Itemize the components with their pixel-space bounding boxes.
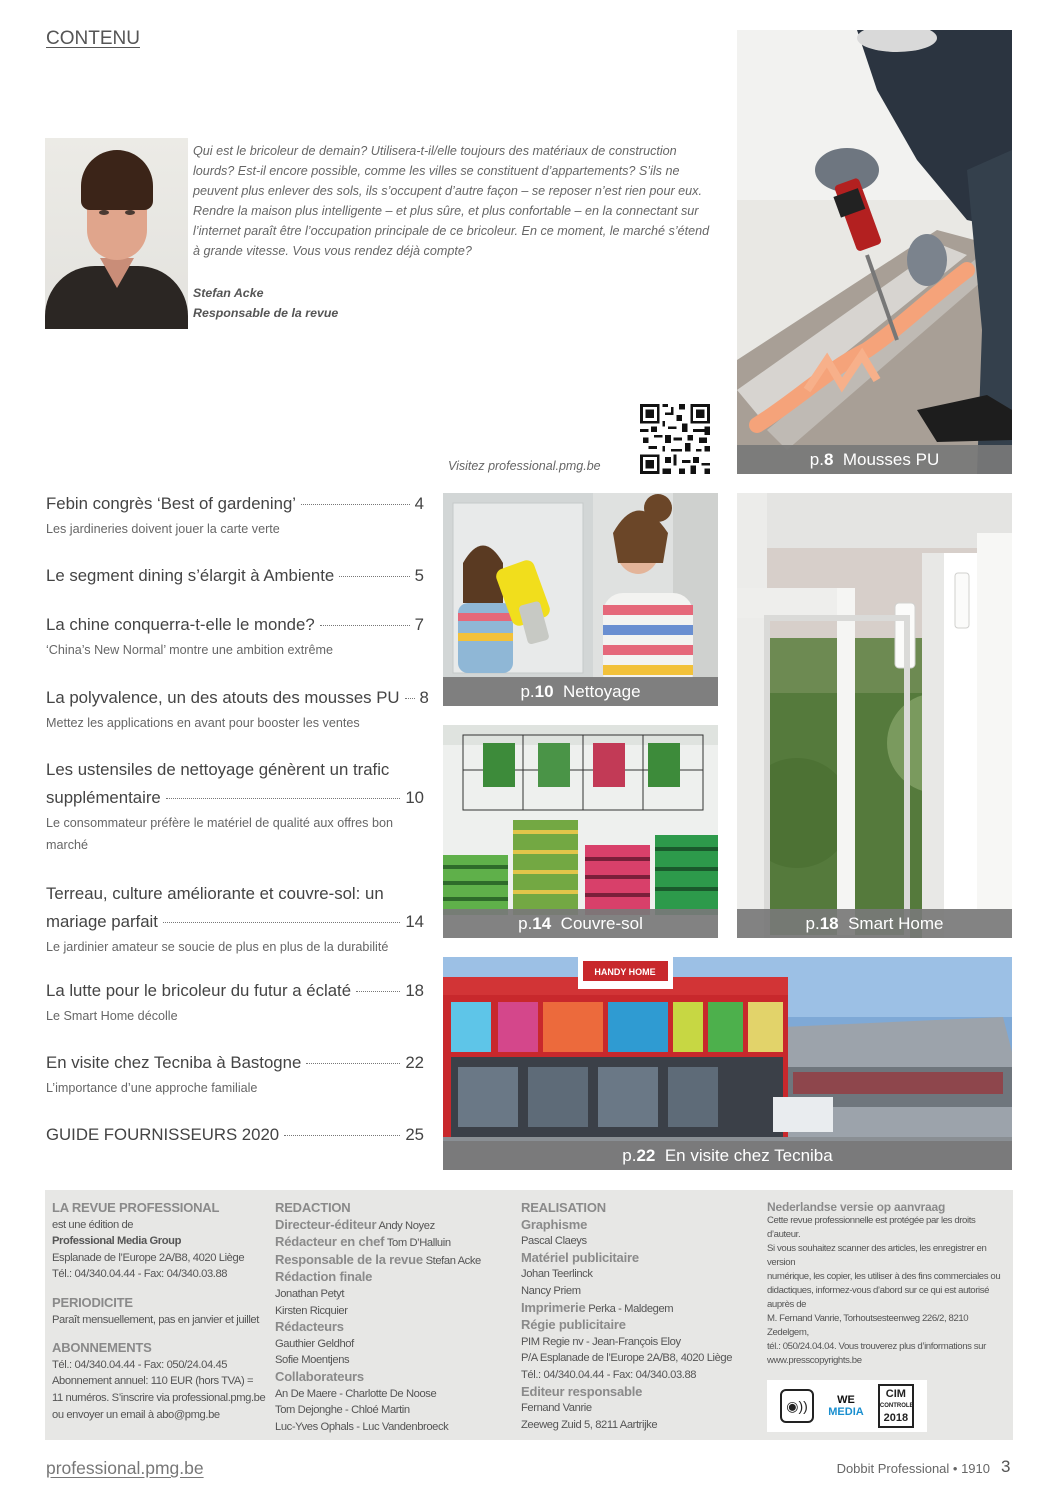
caption-page: 18 <box>819 914 839 933</box>
caption-prefix: p. <box>518 914 533 933</box>
toc-title: Le segment dining s’élargit à Ambiente <box>46 566 335 585</box>
colophon-person: Sofie Moentjens <box>275 1354 350 1367</box>
colophon-col-realisation <box>521 1200 761 1433</box>
caption-p10 <box>443 677 718 706</box>
colophon-role: Directeur-éditeur <box>275 1216 377 1232</box>
colophon-person: An De Maere - Charlotte De Noose <box>275 1387 437 1400</box>
toc-entry[interactable] <box>46 755 424 856</box>
colophon-line: Abonnement annuel: 110 EUR (hors TVA) = <box>52 1375 254 1388</box>
cim-logo-text: CIM <box>885 1388 906 1400</box>
toc-subtitle: Le Smart Home décolle <box>46 1009 178 1023</box>
caption-p14 <box>443 909 718 938</box>
colophon-role: Collaborateurs <box>275 1368 364 1384</box>
toc-subtitle: Le jardinier amateur se soucie de plus en plus de la durabilité <box>46 940 389 954</box>
caption-label: Couvre-sol <box>560 914 643 933</box>
cim-logo-text: 2018 <box>883 1412 909 1424</box>
caption-page: 10 <box>534 682 554 701</box>
toc-page: 18 <box>405 981 424 1000</box>
colophon-line: Paraît mensuellement, pas en janvier et juillet <box>52 1313 259 1326</box>
colophon-role: Imprimerie <box>521 1299 586 1315</box>
colophon-heading: ABONNEMENTS <box>52 1340 152 1356</box>
leader-dots <box>320 625 410 626</box>
toc-page: 5 <box>414 566 424 585</box>
leader-dots <box>163 922 400 923</box>
toc-subtitle: Mettez les applications en avant pour booster les ventes <box>46 716 360 730</box>
cim-logo <box>878 1384 914 1428</box>
caption-prefix: p. <box>805 914 820 933</box>
colophon <box>45 1190 1013 1440</box>
colophon-person: Kirsten Ricquier <box>275 1304 348 1317</box>
toc-title: La polyvalence, un des atouts des mousses PU <box>46 688 400 707</box>
toc-entry[interactable] <box>46 879 424 958</box>
caption-page: 8 <box>823 450 834 469</box>
leader-dots <box>405 698 415 699</box>
colophon-person: Tom Dejonghe - Chloé Martin <box>275 1404 410 1417</box>
caption-p22 <box>443 1141 1012 1170</box>
qr-caption: Visitez professional.pmg.be <box>448 459 601 473</box>
toc-title: En visite chez Tecniba à Bastogne <box>46 1053 302 1072</box>
caption-label: Nettoyage <box>563 682 641 701</box>
colophon-role: Responsable de la revue <box>275 1251 423 1267</box>
soil-bags-image <box>443 725 718 938</box>
qr-code[interactable] <box>640 404 710 474</box>
caption-prefix: p. <box>809 450 824 469</box>
colophon-person: Tom D’Halluin <box>386 1237 451 1250</box>
toc-title: La lutte pour le bricoleur du futur a éclaté <box>46 981 352 1000</box>
author-name: Stefan Acke <box>193 286 264 300</box>
we-media-logo-text: WE <box>837 1394 855 1406</box>
colophon-link[interactable]: www.presscopyrights.be <box>767 1355 862 1366</box>
colophon-line: tél.: 050/24.04.04. Vous trouverez plus d’informations sur <box>767 1341 986 1352</box>
store-front-image <box>443 957 1012 1170</box>
colophon-line: ou envoyer un email à abo@pmg.be <box>52 1408 220 1421</box>
author-role: Responsable de la revue <box>193 306 339 320</box>
caption-p18 <box>737 909 1012 938</box>
colophon-role: Rédacteurs <box>275 1319 344 1335</box>
magazine-issue: Dobbit Professional • 1910 <box>836 1461 990 1476</box>
caption-p8 <box>737 445 1012 474</box>
toc-title: Terreau, culture améliorante et couvre-sol: un <box>46 884 384 903</box>
colophon-role: Rédacteur en chef <box>275 1234 385 1250</box>
colophon-col-publisher <box>52 1200 272 1423</box>
toc-title: GUIDE FOURNISSEURS 2020 <box>46 1125 280 1144</box>
leader-dots <box>356 991 400 992</box>
colophon-line: Tél.: 04/340.04.44 - Fax: 04/340.03.88 <box>52 1268 228 1281</box>
colophon-heading: LA REVUE PROFESSIONAL <box>52 1200 220 1215</box>
toc-subtitle: L’importance d’une approche familiale <box>46 1081 258 1095</box>
colophon-person: Pascal Claeys <box>521 1235 587 1248</box>
toc-subtitle-cont: marché <box>46 838 88 852</box>
author-portrait <box>45 138 188 329</box>
colophon-person: Andy Noyez <box>378 1219 435 1232</box>
colophon-line: Esplanade de l’Europe 2A/B8, 4020 Liège <box>52 1251 245 1264</box>
colophon-role: Régie publicitaire <box>521 1317 626 1333</box>
toc-title: La chine conquerra-t-elle le monde? <box>46 615 315 634</box>
colophon-person: Fernand Vanrie <box>521 1402 592 1415</box>
toc-entry[interactable] <box>46 1121 424 1149</box>
caption-label: En visite chez Tecniba <box>664 1146 833 1165</box>
caption-label: Smart Home <box>848 914 944 933</box>
colophon-person: Johan Teerlinck <box>521 1268 593 1281</box>
colophon-person: Gauthier Geldhof <box>275 1337 354 1350</box>
foam-application-image <box>737 30 1012 474</box>
toc-subtitle: Le consommateur préfère le matériel de qualité aux offres bon <box>46 816 393 830</box>
leader-dots <box>284 1135 400 1136</box>
colophon-role: Rédaction finale <box>275 1269 373 1285</box>
toc-entry[interactable] <box>46 490 424 540</box>
cim-logo-text: CONTROLE <box>879 1403 914 1409</box>
colophon-heading: REALISATION <box>521 1200 606 1215</box>
colophon-role: Matériel publicitaire <box>521 1249 639 1265</box>
colophon-line: PIM Regie nv - Jean-François Eloy <box>521 1335 681 1348</box>
page-title: CONTENU <box>46 28 140 49</box>
colophon-heading: Nederlandse versie op aanvraag <box>767 1200 946 1214</box>
leader-dots <box>166 798 401 799</box>
colophon-person: Luc-Yves Ophals - Luc Vandenbroeck <box>275 1420 449 1433</box>
toc-entry[interactable] <box>46 684 429 734</box>
toc-page: 22 <box>405 1053 424 1072</box>
colophon-heading: REDACTION <box>275 1200 351 1215</box>
toc-title-cont: mariage parfait <box>46 912 158 931</box>
colophon-person: Nancy Priem <box>521 1284 581 1297</box>
window-sensor-image <box>737 493 1012 938</box>
caption-page: 14 <box>532 914 552 933</box>
colophon-line: didactiques, informez-vous d’abord sur ce qui est autorisé auprès de <box>767 1285 990 1310</box>
colophon-role: Graphisme <box>521 1216 588 1232</box>
colophon-heading: PERIODICITE <box>52 1294 133 1310</box>
we-media-logo-text: MEDIA <box>828 1406 864 1418</box>
store-sign: HANDY HOME <box>594 967 656 977</box>
certification-logos <box>767 1380 927 1432</box>
leader-dots <box>339 576 409 577</box>
colophon-line: Professional Media Group <box>52 1235 182 1248</box>
toc-page: 25 <box>405 1125 424 1144</box>
page-number: 3 <box>1001 1457 1011 1476</box>
editorial-signature <box>193 283 338 323</box>
editorial-text: Qui est le bricoleur de demain? Utilisera-t-il/elle toujours des matériaux de construction lourds? Est-il encore possible, comme les villes se constituent d’appartements? S’ils ne peuvent plus enlever des sols, ils s’occupent d’autre façon – se reposer n’est rien pour eux. Rendre la maison plus intelligente – et plus sûre, et plus confortable – en la connectant sur l’internet paraît être l’occupation principale de ce bricoleur. En ce moment, le marché s’étend à grande vitesse. Vous vous rendez déjà compte? <box>193 144 710 258</box>
toc-page: 8 <box>419 688 429 707</box>
toc-page: 7 <box>414 615 424 634</box>
we-media-logo <box>828 1394 863 1418</box>
colophon-line: Tél.: 04/340.04.44 - Fax: 04/340.03.88 <box>521 1368 697 1381</box>
nfc-icon: ◉)) <box>780 1389 814 1423</box>
leader-dots <box>306 1063 400 1064</box>
toc-title: Les ustensiles de nettoyage génèrent un trafic <box>46 760 390 779</box>
colophon-col-copyright <box>767 1200 1007 1368</box>
colophon-line: 11 numéros. S’inscrire via professional.pmg.be <box>52 1391 266 1404</box>
colophon-line: numérique, les copier, les utiliser à des fins commerciales ou <box>767 1271 1001 1282</box>
toc-title-cont: supplémentaire <box>46 788 161 807</box>
colophon-person: Stefan Acke <box>425 1254 481 1267</box>
toc-entry[interactable] <box>46 611 424 661</box>
caption-prefix: p. <box>622 1146 637 1165</box>
caption-page: 22 <box>636 1146 656 1165</box>
colophon-person: Jonathan Petyt <box>275 1287 345 1300</box>
toc-page: 4 <box>414 494 424 513</box>
toc-entry[interactable] <box>46 977 424 1027</box>
toc-entry[interactable] <box>46 562 424 590</box>
toc-subtitle: Les jardineries doivent jouer la carte verte <box>46 522 280 536</box>
toc-entry[interactable] <box>46 1049 424 1099</box>
cleaning-image <box>443 493 718 706</box>
toc-title: Febin congrès ‘Best of gardening’ <box>46 494 297 513</box>
photo-mousses-pu[interactable] <box>737 30 1012 474</box>
leader-dots <box>301 504 410 505</box>
colophon-role: Editeur responsable <box>521 1383 643 1399</box>
colophon-col-redaction <box>275 1200 510 1435</box>
toc-page: 14 <box>405 912 424 931</box>
colophon-line: Tél.: 04/340.04.44 - Fax: 050/24.04.45 <box>52 1358 228 1371</box>
photo-tecniba[interactable] <box>443 957 1012 1170</box>
colophon-line: Zeeweg Zuid 5, 8211 Aartrijke <box>521 1418 658 1431</box>
colophon-line: Si vous souhaitez scanner des articles, les enregistrer en version <box>767 1243 987 1268</box>
colophon-line: M. Fernand Vanrie, Torhoutsesteenweg 226/2, 8210 Zedelgem, <box>767 1313 969 1338</box>
photo-nettoyage[interactable] <box>443 493 718 706</box>
caption-label: Mousses PU <box>842 450 940 469</box>
toc-subtitle: ‘China’s New Normal’ montre une ambition extrême <box>46 643 333 657</box>
photo-couvre-sol[interactable] <box>443 725 718 938</box>
website-link[interactable]: professional.pmg.be <box>46 1458 204 1478</box>
colophon-line: est une édition de <box>52 1218 134 1231</box>
photo-smart-home[interactable] <box>737 493 1012 938</box>
colophon-person: Perka - Maldegem <box>588 1302 674 1315</box>
toc-page: 10 <box>405 788 424 807</box>
colophon-line: Cette revue professionnelle est protégée par les droits d’auteur. <box>767 1215 976 1240</box>
colophon-line: P/A Esplanade de l’Europe 2A/B8, 4020 Liège <box>521 1352 733 1365</box>
caption-prefix: p. <box>520 682 535 701</box>
